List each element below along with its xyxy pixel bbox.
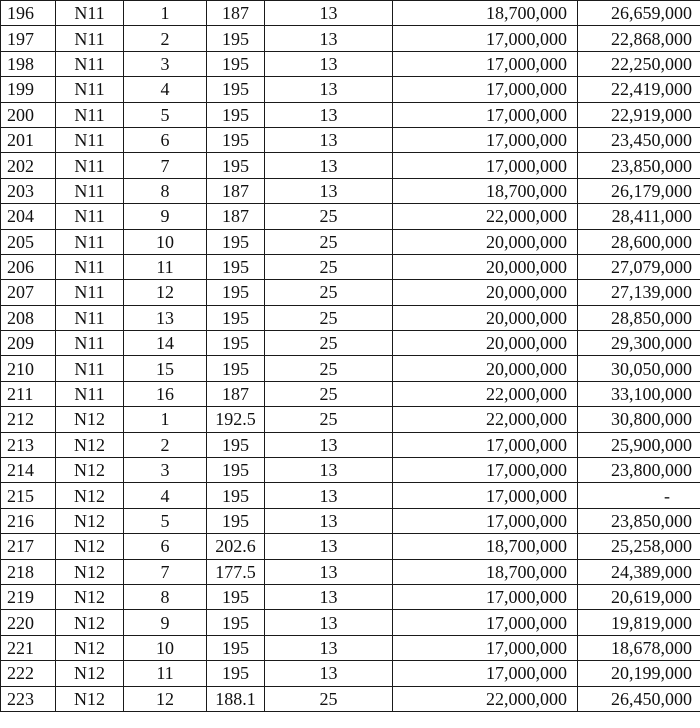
unit-number-cell: 3	[124, 458, 207, 483]
row-number-cell: 202	[1, 153, 56, 178]
block-cell: N12	[56, 686, 124, 711]
row-number-cell: 212	[1, 407, 56, 432]
table-row	[1, 610, 700, 635]
block-cell: N11	[56, 178, 124, 203]
floors-cell: 25	[265, 254, 393, 279]
area-cell: 187	[207, 204, 265, 229]
total-price-cell: 30,050,000	[578, 356, 700, 381]
unit-price-cell: 17,000,000	[393, 635, 578, 660]
block-cell: N11	[56, 1, 124, 26]
row-number-cell: 199	[1, 77, 56, 102]
unit-number-cell: 6	[124, 127, 207, 152]
floors-cell: 13	[265, 432, 393, 457]
table-row	[1, 204, 700, 229]
row-number-cell: 217	[1, 534, 56, 559]
area-cell: 195	[207, 610, 265, 635]
floors-cell: 25	[265, 229, 393, 254]
unit-number-cell: 10	[124, 635, 207, 660]
unit-number-cell: 12	[124, 280, 207, 305]
floors-cell: 13	[265, 127, 393, 152]
unit-number-cell: 1	[124, 407, 207, 432]
block-cell: N12	[56, 458, 124, 483]
row-number-cell: 215	[1, 483, 56, 508]
unit-price-cell: 20,000,000	[393, 280, 578, 305]
floors-cell: 13	[265, 584, 393, 609]
floors-cell: 25	[265, 686, 393, 711]
total-price-cell: 26,450,000	[578, 686, 700, 711]
table-row	[1, 51, 700, 76]
unit-price-cell: 17,000,000	[393, 51, 578, 76]
unit-price-cell: 17,000,000	[393, 77, 578, 102]
unit-number-cell: 2	[124, 432, 207, 457]
floors-cell: 13	[265, 661, 393, 686]
area-cell: 195	[207, 432, 265, 457]
total-price-cell: 19,819,000	[578, 610, 700, 635]
area-cell: 195	[207, 661, 265, 686]
unit-number-cell: 6	[124, 534, 207, 559]
unit-number-cell: 11	[124, 661, 207, 686]
table-row	[1, 407, 700, 432]
total-price-cell: 24,389,000	[578, 559, 700, 584]
table-row	[1, 635, 700, 660]
unit-number-cell: 5	[124, 508, 207, 533]
floors-cell: 13	[265, 153, 393, 178]
unit-price-cell: 17,000,000	[393, 26, 578, 51]
unit-number-cell: 4	[124, 77, 207, 102]
row-number-cell: 208	[1, 305, 56, 330]
table-row	[1, 1, 700, 26]
unit-price-cell: 18,700,000	[393, 559, 578, 584]
unit-price-cell: 18,700,000	[393, 534, 578, 559]
floors-cell: 25	[265, 204, 393, 229]
table-row	[1, 534, 700, 559]
unit-number-cell: 15	[124, 356, 207, 381]
area-cell: 195	[207, 229, 265, 254]
unit-number-cell: 1	[124, 1, 207, 26]
total-price-cell: 25,258,000	[578, 534, 700, 559]
row-number-cell: 203	[1, 178, 56, 203]
unit-price-cell: 20,000,000	[393, 331, 578, 356]
area-cell: 187	[207, 381, 265, 406]
total-price-cell: 28,600,000	[578, 229, 700, 254]
table-row	[1, 559, 700, 584]
unit-price-cell: 17,000,000	[393, 584, 578, 609]
block-cell: N11	[56, 153, 124, 178]
unit-number-cell: 5	[124, 102, 207, 127]
row-number-cell: 206	[1, 254, 56, 279]
table-row	[1, 458, 700, 483]
table-row	[1, 305, 700, 330]
total-price-cell: -	[578, 483, 700, 508]
row-number-cell: 223	[1, 686, 56, 711]
row-number-cell: 200	[1, 102, 56, 127]
total-price-cell: 22,419,000	[578, 77, 700, 102]
floors-cell: 25	[265, 305, 393, 330]
table-row	[1, 483, 700, 508]
row-number-cell: 196	[1, 1, 56, 26]
unit-price-cell: 22,000,000	[393, 381, 578, 406]
row-number-cell: 219	[1, 584, 56, 609]
block-cell: N12	[56, 584, 124, 609]
area-cell: 195	[207, 254, 265, 279]
block-cell: N11	[56, 229, 124, 254]
unit-number-cell: 10	[124, 229, 207, 254]
floors-cell: 13	[265, 458, 393, 483]
block-cell: N12	[56, 407, 124, 432]
unit-number-cell: 8	[124, 178, 207, 203]
total-price-cell: 22,919,000	[578, 102, 700, 127]
table-row	[1, 229, 700, 254]
unit-number-cell: 2	[124, 26, 207, 51]
table-row	[1, 356, 700, 381]
total-price-cell: 23,800,000	[578, 458, 700, 483]
floors-cell: 13	[265, 26, 393, 51]
table-row	[1, 26, 700, 51]
unit-price-cell: 17,000,000	[393, 153, 578, 178]
row-number-cell: 209	[1, 331, 56, 356]
unit-price-cell: 18,700,000	[393, 178, 578, 203]
table-row	[1, 331, 700, 356]
total-price-cell: 18,678,000	[578, 635, 700, 660]
unit-number-cell: 8	[124, 584, 207, 609]
unit-price-cell: 17,000,000	[393, 102, 578, 127]
floors-cell: 13	[265, 178, 393, 203]
floors-cell: 13	[265, 559, 393, 584]
block-cell: N12	[56, 508, 124, 533]
block-cell: N11	[56, 77, 124, 102]
area-cell: 195	[207, 102, 265, 127]
block-cell: N11	[56, 254, 124, 279]
unit-price-cell: 20,000,000	[393, 356, 578, 381]
unit-number-cell: 12	[124, 686, 207, 711]
row-number-cell: 214	[1, 458, 56, 483]
row-number-cell: 220	[1, 610, 56, 635]
unit-price-cell: 20,000,000	[393, 254, 578, 279]
area-cell: 188.1	[207, 686, 265, 711]
row-number-cell: 216	[1, 508, 56, 533]
unit-price-cell: 18,700,000	[393, 1, 578, 26]
total-price-cell: 23,450,000	[578, 127, 700, 152]
unit-price-cell: 17,000,000	[393, 432, 578, 457]
unit-number-cell: 9	[124, 610, 207, 635]
block-cell: N12	[56, 661, 124, 686]
table-row	[1, 584, 700, 609]
unit-number-cell: 11	[124, 254, 207, 279]
floors-cell: 25	[265, 331, 393, 356]
table-body	[1, 1, 700, 712]
table-row	[1, 153, 700, 178]
unit-number-cell: 16	[124, 381, 207, 406]
unit-price-cell: 22,000,000	[393, 407, 578, 432]
floors-cell: 13	[265, 1, 393, 26]
area-cell: 195	[207, 51, 265, 76]
block-cell: N12	[56, 432, 124, 457]
unit-number-cell: 7	[124, 153, 207, 178]
area-cell: 195	[207, 331, 265, 356]
unit-price-cell: 17,000,000	[393, 127, 578, 152]
total-price-cell: 26,659,000	[578, 1, 700, 26]
table-row	[1, 178, 700, 203]
unit-price-cell: 22,000,000	[393, 686, 578, 711]
unit-price-cell: 17,000,000	[393, 483, 578, 508]
block-cell: N11	[56, 356, 124, 381]
table-row	[1, 508, 700, 533]
block-cell: N12	[56, 534, 124, 559]
table-row	[1, 686, 700, 711]
unit-number-cell: 7	[124, 559, 207, 584]
total-price-cell: 27,079,000	[578, 254, 700, 279]
block-cell: N11	[56, 381, 124, 406]
row-number-cell: 222	[1, 661, 56, 686]
area-cell: 195	[207, 26, 265, 51]
total-price-cell: 23,850,000	[578, 153, 700, 178]
row-number-cell: 205	[1, 229, 56, 254]
area-cell: 187	[207, 178, 265, 203]
total-price-cell: 22,250,000	[578, 51, 700, 76]
area-cell: 195	[207, 458, 265, 483]
block-cell: N11	[56, 305, 124, 330]
table-row	[1, 661, 700, 686]
floors-cell: 13	[265, 610, 393, 635]
area-cell: 187	[207, 1, 265, 26]
area-cell: 195	[207, 127, 265, 152]
block-cell: N12	[56, 483, 124, 508]
total-price-cell: 28,850,000	[578, 305, 700, 330]
block-cell: N11	[56, 280, 124, 305]
floors-cell: 13	[265, 77, 393, 102]
table-row	[1, 254, 700, 279]
area-cell: 195	[207, 356, 265, 381]
unit-price-cell: 17,000,000	[393, 661, 578, 686]
area-cell: 202.6	[207, 534, 265, 559]
block-cell: N11	[56, 204, 124, 229]
total-price-cell: 30,800,000	[578, 407, 700, 432]
row-number-cell: 213	[1, 432, 56, 457]
unit-number-cell: 3	[124, 51, 207, 76]
table-row	[1, 102, 700, 127]
row-number-cell: 207	[1, 280, 56, 305]
floors-cell: 13	[265, 534, 393, 559]
row-number-cell: 221	[1, 635, 56, 660]
unit-number-cell: 14	[124, 331, 207, 356]
block-cell: N11	[56, 26, 124, 51]
floors-cell: 13	[265, 635, 393, 660]
floors-cell: 25	[265, 407, 393, 432]
unit-price-cell: 17,000,000	[393, 508, 578, 533]
total-price-cell: 20,199,000	[578, 661, 700, 686]
floors-cell: 13	[265, 51, 393, 76]
area-cell: 195	[207, 305, 265, 330]
total-price-cell: 29,300,000	[578, 331, 700, 356]
total-price-cell: 25,900,000	[578, 432, 700, 457]
floors-cell: 13	[265, 483, 393, 508]
total-price-cell: 26,179,000	[578, 178, 700, 203]
block-cell: N12	[56, 559, 124, 584]
row-number-cell: 204	[1, 204, 56, 229]
unit-number-cell: 4	[124, 483, 207, 508]
unit-price-cell: 22,000,000	[393, 204, 578, 229]
row-number-cell: 218	[1, 559, 56, 584]
area-cell: 192.5	[207, 407, 265, 432]
table-row	[1, 381, 700, 406]
unit-price-cell: 17,000,000	[393, 458, 578, 483]
floors-cell: 25	[265, 356, 393, 381]
row-number-cell: 211	[1, 381, 56, 406]
table-row	[1, 280, 700, 305]
floors-cell: 25	[265, 381, 393, 406]
unit-number-cell: 13	[124, 305, 207, 330]
floors-cell: 25	[265, 280, 393, 305]
area-cell: 195	[207, 483, 265, 508]
area-cell: 195	[207, 77, 265, 102]
total-price-cell: 20,619,000	[578, 584, 700, 609]
table-row	[1, 432, 700, 457]
block-cell: N11	[56, 331, 124, 356]
block-cell: N11	[56, 51, 124, 76]
block-cell: N11	[56, 102, 124, 127]
unit-price-cell: 20,000,000	[393, 229, 578, 254]
area-cell: 177.5	[207, 559, 265, 584]
floors-cell: 13	[265, 102, 393, 127]
area-cell: 195	[207, 635, 265, 660]
total-price-cell: 23,850,000	[578, 508, 700, 533]
block-cell: N12	[56, 610, 124, 635]
block-cell: N12	[56, 635, 124, 660]
table-row	[1, 77, 700, 102]
total-price-cell: 33,100,000	[578, 381, 700, 406]
row-number-cell: 210	[1, 356, 56, 381]
block-cell: N11	[56, 127, 124, 152]
total-price-cell: 28,411,000	[578, 204, 700, 229]
area-cell: 195	[207, 153, 265, 178]
row-number-cell: 201	[1, 127, 56, 152]
area-cell: 195	[207, 584, 265, 609]
row-number-cell: 197	[1, 26, 56, 51]
total-price-cell: 22,868,000	[578, 26, 700, 51]
table-row	[1, 127, 700, 152]
row-number-cell: 198	[1, 51, 56, 76]
area-cell: 195	[207, 508, 265, 533]
unit-price-cell: 17,000,000	[393, 610, 578, 635]
unit-price-cell: 20,000,000	[393, 305, 578, 330]
floors-cell: 13	[265, 508, 393, 533]
area-cell: 195	[207, 280, 265, 305]
unit-number-cell: 9	[124, 204, 207, 229]
total-price-cell: 27,139,000	[578, 280, 700, 305]
